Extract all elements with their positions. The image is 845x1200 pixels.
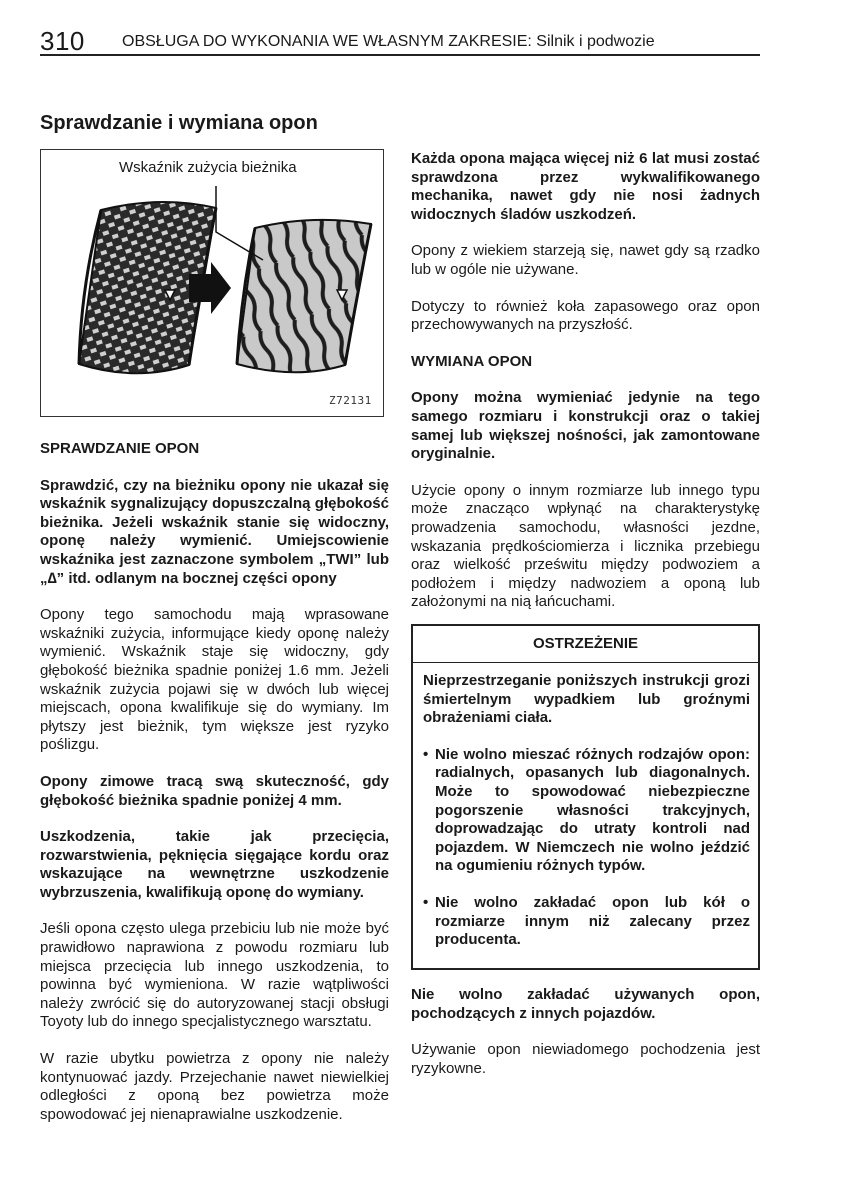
figure-code: Z72131: [329, 394, 372, 407]
bullet-marker: •: [423, 745, 429, 763]
paragraph: W razie ubytku powietrza z opony nie należy kontynuować jazdy. Przejechanie nawet niewielkiej odległości z oponą bez powietrza może spowodować jej nienaprawialne uszkodzenie.: [40, 1050, 389, 1123]
warning-title: OSTRZEŻENIE: [532, 635, 638, 652]
paragraph: Nie wolno zakładać używanych opon, pochodzących z innych pojazdów.: [411, 986, 760, 1022]
warning-body: [423, 672, 750, 950]
paragraph: Uszkodzenia, takie jak przecięcia, rozwarstwienia, pęknięcia sięgające kordu oraz wskazujące na wewnętrzne uszkodzenie wybrzuszenia, kwalifikują oponę do wymiany.: [40, 828, 389, 901]
bullet-text: Nie wolno zakładać opon lub kół o rozmiarze innym niż zalecany przez producenta.: [435, 893, 750, 949]
paragraph: Używanie opon niewiadomego pochodzenia jest ryzykowne.: [411, 1041, 760, 1077]
bullet-marker: •: [423, 893, 429, 911]
warning-bullet: [423, 894, 750, 950]
chapter-title: OBSŁUGA DO WYKONANIA WE WŁASNYM ZAKRESIE: Silnik i podwozie: [122, 33, 655, 50]
heading-tire-check: SPRAWDZANIE OPON: [40, 440, 200, 457]
right-column: [411, 150, 760, 630]
warning-bullet: [423, 746, 750, 876]
paragraph: Każda opona mająca więcej niż 6 lat musi zostać sprawdzona przez wykwalifikowanego mechanika, nawet gdy nie nosi żadnych widocznych śladów uszkodzeń.: [411, 150, 760, 223]
right-column-bottom: [411, 986, 760, 1096]
warning-box: [411, 624, 760, 970]
page-number: 310: [40, 26, 85, 56]
warning-intro: Nieprzestrzeganie poniższych instrukcji grozi śmiertelnym wypadkiem lub groźnymi obrażeniami ciała.: [423, 672, 750, 727]
page-header: [40, 26, 760, 56]
paragraph: Opony można wymieniać jedynie na tego samego rozmiaru i konstrukcji oraz o takiej samej lub większej nośności, jak zamontowane oryginalnie.: [411, 389, 760, 463]
bullet-text: Nie wolno mieszać różnych rodzajów opon: radialnych, opasanych lub diagonalnych. Może to spowodować niebezpieczne pogorszenie własności trakcyjnych, doprowadzając do utraty kontroli nad pojazdem. W Niemczech nie wolno jeździć na ogumieniu różnych typów.: [435, 745, 750, 875]
paragraph: Jeśli opona często ulega przebiciu lub nie może być prawidłowo naprawiona z powodu rozmiaru lub miejsca przecięcia lub innego uszkodzenia, to powinna być wymieniona. W razie wątpliwości należy zwrócić się do autoryzowanej stacji obsługi Toyoty lub do innego specjalistycznego warsztatu.: [40, 920, 389, 1031]
paragraph: Użycie opony o innym rozmiarze lub innego typu może znacząco wpłynąć na charakterystykę prowadzenia samochodu, własności jezdne, wskazania prędkościomierza i licznika przebiegu oraz wielkość prześwitu między podwoziem a podłożem i między nadwoziem a oponą lub założonymi na nią łańcuchami.: [411, 481, 760, 611]
paragraph: Dotyczy to również koła zapasowego oraz opon przechowywanych na przyszłość.: [411, 297, 760, 334]
paragraph: Sprawdzić, czy na bieżniku opony nie ukazał się wskaźnik sygnalizujący dopuszczalną głębokość bieżnika. Jeżeli wskaźnik stanie się widoczny, oponę należy wymienić. Umiejscowienie wskaźnika jest zaznaczone symbolem „TWI” lub „∆” itd. odlanym na bocznej części opony: [40, 476, 389, 587]
left-column: [40, 440, 389, 1142]
section-title: Sprawdzanie i wymiana opon: [40, 112, 318, 134]
worn-tire-shape: [237, 220, 371, 372]
paragraph: Opony tego samochodu mają wprasowane wskaźniki zużycia, informujące kiedy oponę należy wymienić. Wskaźnik staje się widoczny, gdy głębokość bieżnika spadnie poniżej 1.6 mm. Jeżeli wskaźnik zużycia pojawi się w dwóch lub więcej miejscach, opona kwalifikuje się do wymiany. Im płytszy jest bieżnik, tym większe jest ryzyko poślizgu.: [40, 606, 389, 754]
figure-label: Wskaźnik zużycia bieżnika: [119, 159, 297, 176]
paragraph: Opony z wiekiem starzeją się, nawet gdy są rzadko lub w ogóle nie używane.: [411, 242, 760, 278]
heading-tire-replacement: WYMIANA OPON: [411, 352, 533, 370]
tire-wear-figure: [40, 149, 384, 417]
paragraph: Opony zimowe tracą swą skuteczność, gdy głębokość bieżnika spadnie poniżej 4 mm.: [40, 772, 389, 809]
tire-illustration: [41, 150, 384, 417]
divider: [413, 662, 758, 663]
